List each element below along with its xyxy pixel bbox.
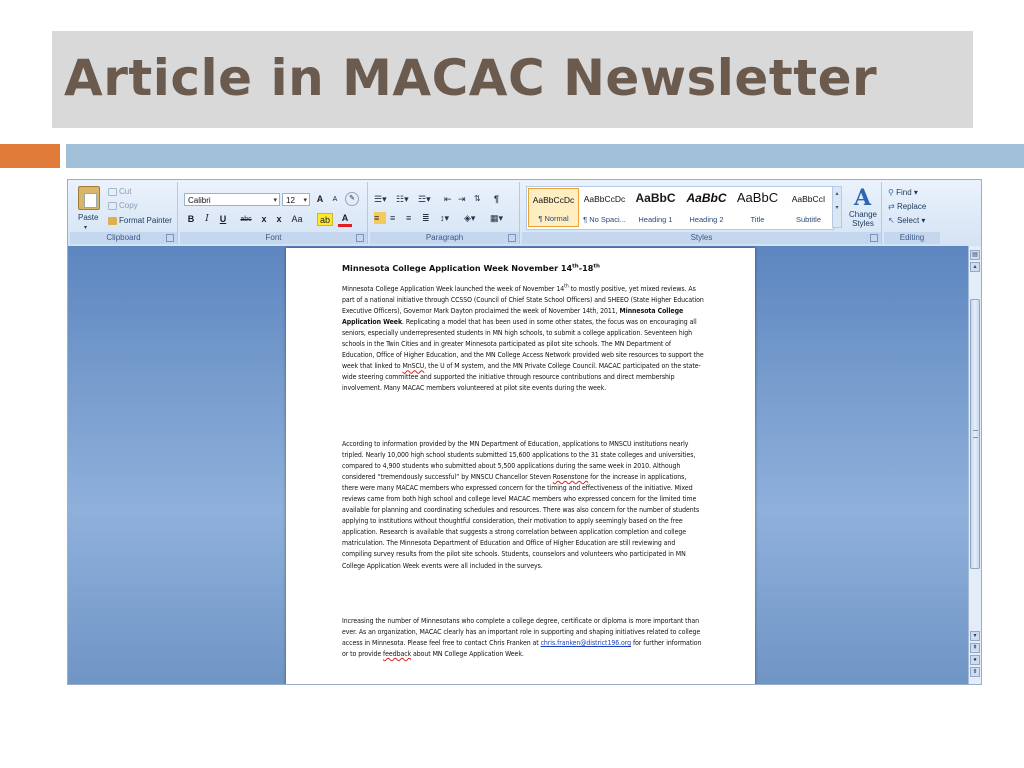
styles-gallery-scroll[interactable]: ▴ ▾ bbox=[832, 186, 842, 228]
style-name: Heading 2 bbox=[689, 215, 724, 224]
paste-icon[interactable] bbox=[78, 186, 100, 210]
align-right-icon[interactable]: ≡ bbox=[406, 213, 412, 223]
strikethrough-button[interactable]: abc bbox=[240, 216, 252, 223]
misspelled-word: feedback bbox=[383, 650, 412, 659]
brush-icon bbox=[108, 217, 117, 225]
style-sample: AaBbCcDc bbox=[532, 195, 575, 205]
paragraph-3 bbox=[342, 616, 704, 660]
style-heading-1[interactable] bbox=[630, 188, 681, 227]
select-button[interactable]: ↖ Select ▾ bbox=[888, 216, 926, 225]
font-group-label: Font bbox=[180, 232, 367, 244]
multilevel-list-icon[interactable]: ☲▾ bbox=[418, 194, 431, 204]
find-button[interactable]: ⚲ Find ▾ bbox=[888, 188, 918, 197]
font-launcher-icon[interactable] bbox=[356, 234, 364, 242]
select-label: Select bbox=[896, 216, 920, 225]
sort-icon[interactable]: ⇅ bbox=[474, 194, 481, 203]
paragraph-1 bbox=[342, 284, 704, 394]
clipboard-launcher-icon[interactable] bbox=[166, 234, 174, 242]
chevron-down-icon: ▾ bbox=[273, 197, 277, 204]
pilcrow-icon[interactable]: ¶ bbox=[494, 194, 500, 204]
text-run: Minnesota College Application Week launched the week of November 14 bbox=[342, 285, 565, 293]
cut-label: Cut bbox=[119, 187, 132, 196]
misspelled-word: Rosenstone bbox=[552, 473, 589, 482]
style-sample: AaBbC bbox=[736, 190, 779, 205]
accent-bar-blue bbox=[66, 144, 1024, 168]
browse-object-icon[interactable]: ● bbox=[970, 655, 980, 665]
slide-title: Article in MACAC Newsletter bbox=[64, 49, 878, 107]
binoculars-icon: ⚲ bbox=[888, 188, 897, 197]
bullets-icon[interactable]: ☰▾ bbox=[374, 194, 387, 204]
style-sample: AaBbCcI bbox=[791, 194, 826, 204]
italic-button[interactable]: I bbox=[205, 214, 209, 224]
change-case-button[interactable]: Aa bbox=[291, 214, 303, 224]
paragraph-group bbox=[370, 182, 520, 244]
document-page[interactable] bbox=[286, 248, 755, 685]
replace-icon: ⇄ bbox=[888, 202, 897, 211]
find-label: Find bbox=[896, 188, 912, 197]
scissors-icon bbox=[108, 188, 117, 196]
clipboard-group-label: Clipboard bbox=[70, 232, 177, 244]
text-run: . Replicating a model that has been used in some other states, the focus was on encouraging all seniors, especially underrepresented students in MN high schools, to submit a college application. Seventeen high schools in the Twin Cities and in greater Minnesota participated as pilot site schools. The MN Department of Education, Office of Higher Education, and the MN College Access Network provided web site resources to support the week that linked to bbox=[342, 318, 704, 371]
bold-run: Minnesota College Application Week bbox=[342, 307, 684, 327]
style-sample: AaBbCcDc bbox=[583, 194, 626, 204]
scroll-thumb[interactable] bbox=[970, 299, 980, 569]
copy-icon bbox=[108, 202, 117, 210]
style-name: ¶ Normal bbox=[538, 214, 569, 223]
style-normal[interactable] bbox=[528, 188, 579, 227]
copy-label: Copy bbox=[119, 201, 138, 210]
line-spacing-icon[interactable]: ↕▾ bbox=[440, 213, 450, 223]
vertical-scrollbar[interactable] bbox=[968, 246, 981, 685]
font-size-value: 12 bbox=[286, 196, 295, 205]
ribbon bbox=[68, 180, 981, 247]
paragraph-group-label: Paragraph bbox=[370, 232, 519, 244]
font-name-select[interactable] bbox=[184, 193, 280, 206]
previous-page-icon[interactable]: ⇞ bbox=[970, 643, 980, 653]
style-no-spacing[interactable] bbox=[579, 188, 630, 227]
font-size-select[interactable] bbox=[282, 193, 310, 206]
grow-font-button[interactable]: A bbox=[316, 194, 324, 204]
borders-icon[interactable]: ▦▾ bbox=[490, 213, 504, 223]
clear-formatting-icon[interactable]: ✎ bbox=[345, 192, 359, 206]
accent-bar-orange bbox=[0, 144, 60, 168]
quick-styles-gallery bbox=[526, 186, 834, 230]
style-heading-2[interactable] bbox=[681, 188, 732, 227]
scroll-up-icon[interactable]: ▴ bbox=[970, 262, 980, 272]
style-sample: AaBbC bbox=[686, 191, 727, 205]
heading-sup: th bbox=[593, 263, 600, 270]
change-styles-button[interactable]: Change Styles bbox=[848, 210, 878, 228]
align-left-icon[interactable]: ≡ bbox=[374, 212, 386, 224]
word-screenshot bbox=[67, 179, 982, 685]
heading-text: Minnesota College Application Week November 14 bbox=[342, 263, 573, 273]
text-run: about MN College Application Week. bbox=[411, 650, 524, 659]
text-run: According to information provided by the MN Department of Education, applications to MNSCU institutions nearly tripled. Nearly 10,000 high school students submitted 15,600 applications to the 31 state colleges and universities, compared to 4,900 students who submitted about 5,500 applications during the same week in 2010. Although considered “tremendously successful” by MNSCU Chancellor Steven bbox=[342, 440, 696, 482]
text-run: for further information or to provide bbox=[342, 639, 702, 659]
document-heading bbox=[342, 263, 712, 274]
decrease-indent-icon[interactable]: ⇤ bbox=[444, 194, 452, 204]
grip-icon bbox=[973, 430, 978, 438]
chevron-down-icon: ▾ bbox=[303, 197, 307, 204]
style-sample: AaBbC bbox=[635, 191, 676, 205]
text-run: to mostly positive, yet mixed reviews. As part of a national initiative through CCSSO (Council of Chief State School Officers) and SHEEO (State Higher Education Executive Officers), Governor Mark Dayton proclaimed the week of November 14th, 2011, bbox=[342, 285, 704, 316]
editing-group-label: Editing bbox=[884, 232, 940, 244]
font-color-icon[interactable]: A bbox=[338, 213, 352, 227]
heading-sup: th bbox=[572, 263, 579, 270]
style-name: Heading 1 bbox=[638, 215, 673, 224]
text-run: for the increase in applications, there were many MACAC members who expressed concern for the timing and effectiveness of the initiative. Mixed reviews came from both high school and college level MACAC members who expressed concern for the limited time available for planning and coordinating schedules and resources. There was also concern for the number of students applying to institutions without thoughtful consideration, their motivation to apply seemingly based on the free application. Research is available that suggests a strong correlation between application completion and college matriculation. The Minnesota Department of Education and Office of Higher Education are still reviewing and compiling survey results from the pilot site schools. Students, counselors and volunteers who participated in MN College Application Week events were all included in the surveys. bbox=[342, 473, 700, 570]
paragraph-launcher-icon[interactable] bbox=[508, 234, 516, 242]
style-title[interactable] bbox=[732, 188, 783, 227]
scroll-down-icon[interactable]: ▾ bbox=[970, 631, 980, 641]
paste-dropdown-icon[interactable]: ▾ bbox=[84, 225, 88, 231]
cut-button[interactable] bbox=[108, 187, 131, 197]
editing-group bbox=[884, 182, 940, 244]
slide-title-box bbox=[52, 31, 973, 128]
clipboard-group bbox=[70, 182, 178, 244]
cursor-icon: ↖ bbox=[888, 216, 897, 225]
text-sup: th bbox=[564, 283, 569, 290]
paste-button[interactable]: Paste bbox=[78, 213, 99, 222]
next-page-icon[interactable]: ⇟ bbox=[970, 667, 980, 677]
styles-group bbox=[522, 182, 882, 244]
styles-group-label: Styles bbox=[522, 232, 881, 244]
replace-button[interactable] bbox=[888, 202, 926, 212]
font-group bbox=[180, 182, 368, 244]
bold-button[interactable]: B bbox=[187, 214, 195, 224]
format-painter-label: Format Painter bbox=[119, 216, 172, 225]
replace-label: Replace bbox=[896, 202, 927, 211]
increase-indent-icon[interactable]: ⇥ bbox=[458, 194, 466, 204]
justify-icon[interactable]: ≣ bbox=[422, 213, 430, 223]
shading-icon[interactable]: ◈▾ bbox=[464, 213, 476, 223]
ruler-toggle-icon[interactable]: ▤ bbox=[970, 250, 980, 260]
text-run: , the U of M system, and the MN Private College Council. MACAC participated on the state-wide steering committee and supported the initiative through resource contributions and direct membership involvement. Many MACAC members volunteered at pilot site events during the week. bbox=[342, 362, 701, 393]
highlight-color-icon[interactable]: ab bbox=[317, 213, 333, 226]
shrink-font-button[interactable]: A bbox=[332, 196, 338, 203]
superscript-button[interactable]: x bbox=[276, 214, 282, 224]
style-name: Subtitle bbox=[795, 215, 822, 224]
style-name: ¶ No Spaci... bbox=[583, 215, 626, 224]
font-name-value: Calibri bbox=[188, 196, 211, 205]
text-run: Increasing the number of Minnesotans who complete a college degree, certificate or diploma is more important than ever. As an organization, MACAC clearly has an important role in supporting and shaping initiatives related to college access in Minnesota. Please feel free to contact Chris Franken at bbox=[342, 617, 701, 648]
format-painter-button[interactable] bbox=[108, 216, 172, 226]
copy-button[interactable] bbox=[108, 201, 138, 211]
paragraph-2 bbox=[342, 439, 704, 572]
styles-launcher-icon[interactable] bbox=[870, 234, 878, 242]
align-center-icon[interactable]: ≡ bbox=[390, 213, 396, 223]
underline-button[interactable]: U bbox=[219, 214, 227, 224]
heading-text: -18 bbox=[578, 263, 594, 273]
style-subtitle[interactable] bbox=[783, 188, 834, 227]
email-link[interactable]: chris.franken@district196.org bbox=[540, 639, 632, 648]
subscript-button[interactable]: x bbox=[261, 214, 267, 224]
misspelled-word: MnSCU bbox=[402, 362, 425, 371]
style-name: Title bbox=[750, 215, 765, 224]
change-styles-icon[interactable]: A bbox=[854, 185, 872, 211]
numbering-icon[interactable]: ☷▾ bbox=[396, 194, 409, 204]
